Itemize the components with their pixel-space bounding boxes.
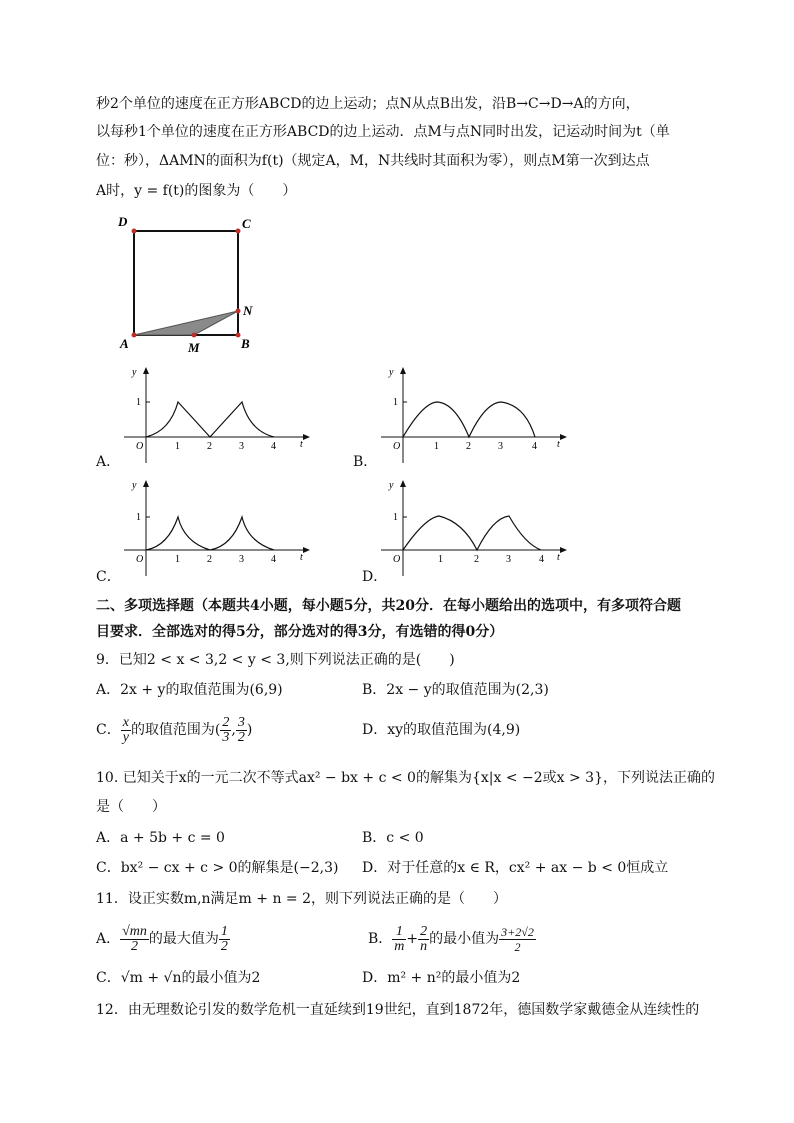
- graph-b-x2: 2: [466, 441, 471, 452]
- graph-c-x3: 3: [239, 554, 244, 565]
- graph-a-x1: 1: [175, 441, 180, 452]
- q9-c-mid: 的取值范围为(: [130, 722, 221, 738]
- graph-d-y-label: y: [389, 480, 394, 491]
- q11-b-mid: 的最小值为: [429, 931, 500, 947]
- graph-d-x4: 4: [539, 554, 544, 565]
- q9-c-comma: ,: [231, 722, 236, 738]
- q11-b-f1-den: m: [394, 938, 405, 954]
- graph-c-t-label: t: [300, 552, 303, 563]
- q9-c-prefix: C．: [96, 722, 121, 738]
- point-label-n: N: [243, 303, 253, 318]
- q10-stem: 10. 已知关于x的一元二次不等式ax² − bx + c < 0的解集为{x|x < −2或x > 3}，下列说法正确的: [96, 770, 715, 786]
- q11-a-value: [219, 925, 230, 954]
- q11-option-d: D．m² + n²的最小值为2: [362, 970, 521, 986]
- option-c-label: C．: [96, 569, 121, 585]
- q11-b-fraction-2: [418, 925, 429, 954]
- graph-a-y-label: y: [132, 367, 137, 378]
- q11-option-c: C．√m + √n的最小值为2: [96, 970, 261, 986]
- q9-c-fraction-2: [236, 716, 247, 745]
- graph-a-origin: O: [136, 441, 144, 452]
- q9-c-f1-num: 2: [222, 714, 230, 730]
- q9-option-d: D．xy的取值范围为(4,9): [362, 722, 521, 738]
- q11-b-f2-num: 2: [420, 923, 428, 939]
- graph-c: [118, 478, 318, 578]
- graph-d-x2: 2: [474, 554, 479, 565]
- q11-b-value: [499, 925, 536, 954]
- q10-option-c: C．bx² − cx + c > 0的解集是(−2,3): [96, 860, 339, 876]
- problem8-line1: 秒2个单位的速度在正方形ABCD的边上运动；点N从点B出发，沿B→C→D→A的方向，: [96, 96, 640, 112]
- q11-a-mid: 的最大值为: [148, 931, 219, 947]
- q9-option-b: B．2x − y的取值范围为(2,3): [362, 682, 549, 698]
- q11-a-v-num: 1: [220, 923, 228, 939]
- vertex-label-a: A: [120, 336, 129, 351]
- graph-d-x3: 3: [506, 554, 511, 565]
- graph-b: [375, 365, 575, 465]
- option-d-label: D．: [362, 569, 388, 585]
- graph-d: [375, 478, 575, 578]
- point-label-m: M: [188, 340, 200, 355]
- q11-a-v-den: 2: [220, 938, 228, 954]
- section2-heading-line2: 目要求．全部选对的得5分，部分选对的得3分，有选错的得0分）: [96, 624, 504, 640]
- problem8-line2: 以每秒1个单位的速度在正方形ABCD的边上运动．点M与点N同时出发，记运动时间为t（单: [96, 124, 670, 140]
- graph-c-x4: 4: [271, 554, 276, 565]
- q11-a-num: √mn: [122, 923, 147, 939]
- graph-d-x1: 1: [438, 554, 443, 565]
- graph-c-x1: 1: [175, 554, 180, 565]
- graph-a-y1: 1: [136, 397, 141, 408]
- graph-a: [118, 365, 318, 465]
- q9-option-a: A．2x + y的取值范围为(6,9): [96, 682, 283, 698]
- q11-a-prefix: A．: [96, 931, 121, 947]
- q9-c-end: ): [246, 722, 253, 738]
- q11-option-b: [368, 920, 536, 958]
- graph-a-t-label: t: [300, 439, 303, 450]
- graph-d-y1: 1: [393, 512, 398, 523]
- q12-stem: 12．由无理数论引发的数学危机一直延续到19世纪，直到1872年，德国数学家戴德金从连续性的: [96, 1002, 700, 1018]
- graph-b-x4: 4: [532, 441, 537, 452]
- graph-d-origin: O: [393, 554, 401, 565]
- q10-option-d: D．对于任意的x ∈ R，cx² + ax − b < 0恒成立: [362, 860, 669, 876]
- graph-c-y1: 1: [136, 512, 141, 523]
- q10-stem-2: 是（ ）: [96, 799, 166, 815]
- graph-b-t-label: t: [557, 439, 560, 450]
- graph-b-x1: 1: [434, 441, 439, 452]
- square-figure: [110, 210, 270, 360]
- q9-c-f2-num: 3: [237, 714, 245, 730]
- graph-c-y-label: y: [132, 480, 137, 491]
- q9-c-fraction-1: [220, 716, 231, 745]
- q11-option-a: [96, 920, 230, 958]
- vertex-label-c: C: [242, 216, 251, 231]
- q11-b-f2-den: n: [420, 938, 428, 954]
- graph-b-y1: 1: [393, 397, 398, 408]
- graph-c-origin: O: [136, 554, 144, 565]
- q9-c-frac-num: x: [122, 714, 129, 730]
- option-b-label: B．: [353, 454, 378, 470]
- q11-a-fraction: [120, 925, 149, 954]
- graph-a-x3: 3: [239, 441, 244, 452]
- q11-b-fraction-1: [392, 925, 406, 954]
- q9-c-frac-den: y: [122, 729, 129, 745]
- vertex-label-b: B: [241, 336, 250, 351]
- q11-b-prefix: B．: [368, 931, 393, 947]
- q11-stem: 11．设正实数m,n满足m + n = 2，则下列说法正确的是（ ）: [96, 891, 508, 907]
- option-a-label: A．: [96, 454, 121, 470]
- problem8-line3: 位：秒），ΔAMN的面积为f(t)（规定A，M，N共线时其面积为零），则点M第一次到达点: [96, 153, 650, 169]
- q9-c-f1-den: 3: [222, 729, 230, 745]
- q10-option-b: B．c < 0: [362, 830, 424, 846]
- q11-b-f1-num: 1: [392, 925, 406, 940]
- graph-c-x2: 2: [207, 554, 212, 565]
- q11-b-v-den: 2: [514, 939, 521, 954]
- q11-a-den: 2: [131, 938, 139, 954]
- q10-option-a: A．a + 5b + c = 0: [96, 830, 225, 846]
- graph-b-x3: 3: [498, 441, 503, 452]
- q9-stem: 9．已知2 < x < 3,2 < y < 3,则下列说法正确的是( ): [96, 652, 455, 668]
- problem8-line4: A时，y = f(t)的图象为（ ）: [96, 183, 297, 199]
- graph-b-y-label: y: [389, 367, 394, 378]
- q9-c-fraction: [121, 716, 131, 745]
- q9-option-c: [96, 712, 252, 748]
- q9-c-f2-den: 2: [237, 729, 245, 745]
- graph-b-origin: O: [393, 441, 401, 452]
- q11-b-plus: +: [406, 931, 419, 947]
- graph-d-t-label: t: [557, 552, 560, 563]
- vertex-label-d: D: [118, 214, 128, 229]
- q11-b-v-num: 3+2√2: [501, 924, 534, 939]
- graph-a-x4: 4: [271, 441, 276, 452]
- section2-heading-line1: 二、多项选择题（本题共4小题，每小题5分，共20分．在每小题给出的选项中，有多项符合题: [96, 598, 681, 614]
- graph-a-x2: 2: [207, 441, 212, 452]
